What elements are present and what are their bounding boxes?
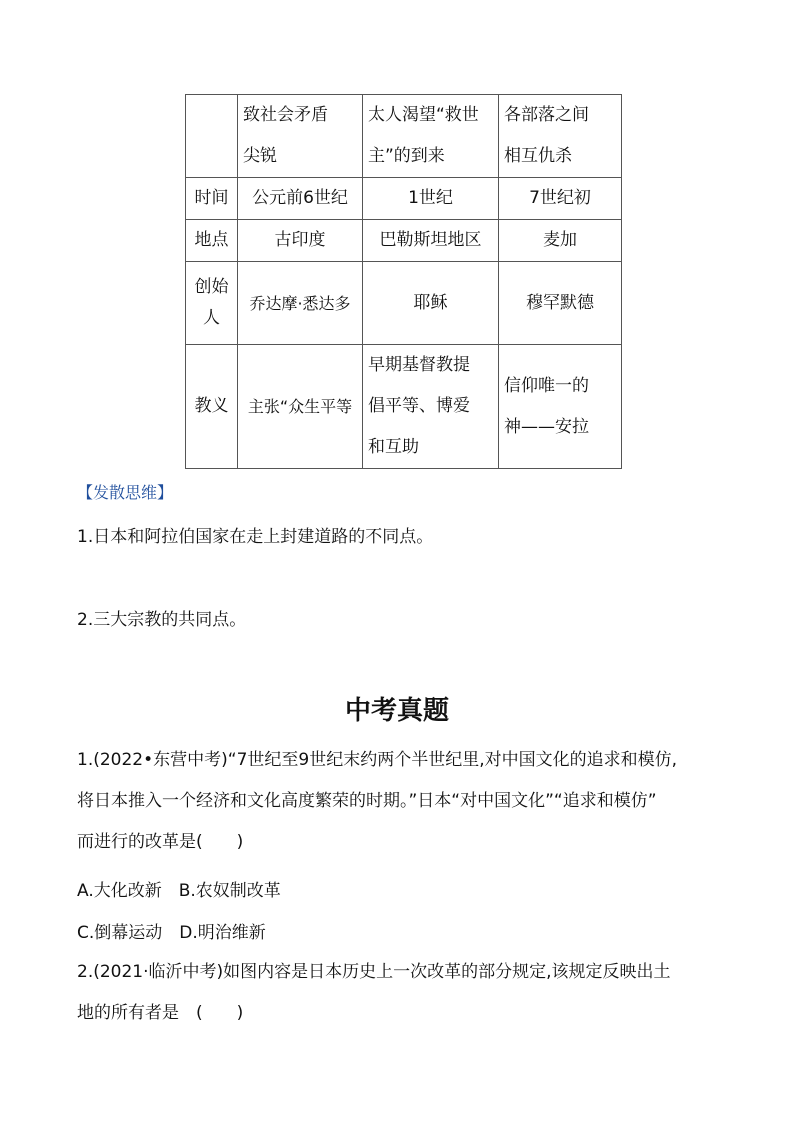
table-cell: 乔达摩·悉达多 bbox=[238, 262, 363, 345]
table-cell: 致社会矛盾 尖锐 bbox=[238, 95, 363, 178]
divergent-question-1: 1.日本和阿拉伯国家在走上封建道路的不同点。 bbox=[77, 527, 434, 547]
religion-comparison-table bbox=[185, 94, 622, 469]
table-cell: 主张“众生平等 bbox=[238, 345, 363, 469]
table-cell: 各部落之间 相互仇杀 bbox=[499, 95, 622, 178]
table-row bbox=[186, 345, 622, 469]
table-cell: 太人渴望“救世 主”的到来 bbox=[363, 95, 499, 178]
table-cell: 7世纪初 bbox=[499, 178, 622, 220]
table-cell bbox=[186, 95, 238, 178]
table-cell: 穆罕默德 bbox=[499, 262, 622, 345]
table-row bbox=[186, 95, 622, 178]
section-title: 中考真题 bbox=[344, 696, 449, 726]
divergent-thinking-heading: 【发散思维】 bbox=[77, 483, 174, 502]
row-label-time: 时间 bbox=[186, 178, 238, 220]
exam-question-2: 2.(2021·临沂中考)如图内容是日本历史上一次改革的部分规定,该规定反映出土 地的所有者是 ( ) bbox=[77, 962, 671, 1023]
table-cell: 古印度 bbox=[238, 220, 363, 262]
exam-question-1-options-ab: A.大化改新 B.农奴制改革 bbox=[77, 881, 281, 901]
table-cell: 早期基督教提 倡平等、博爱 和互助 bbox=[363, 345, 499, 469]
table-row bbox=[186, 220, 622, 262]
row-label-place: 地点 bbox=[186, 220, 238, 262]
exam-question-1: 1.(2022•东营中考)“7世纪至9世纪末约两个半世纪里,对中国文化的追求和模仿, 将日本推入一个经济和文化高度繁荣的时期。”日本“对中国文化”“追求和模仿” 而进行的改革是( ) bbox=[77, 750, 678, 852]
row-label-doctrine: 教义 bbox=[186, 345, 238, 469]
exam-question-1-options-cd: C.倒幕运动 D.明治维新 bbox=[77, 923, 266, 943]
table-row bbox=[186, 262, 622, 345]
divergent-question-2: 2.三大宗教的共同点。 bbox=[77, 610, 247, 630]
table-cell: 耶稣 bbox=[363, 262, 499, 345]
table-cell: 1世纪 bbox=[363, 178, 499, 220]
table-cell: 公元前6世纪 bbox=[238, 178, 363, 220]
table-cell: 麦加 bbox=[499, 220, 622, 262]
table-row bbox=[186, 178, 622, 220]
table-cell: 信仰唯一的 神——安拉 bbox=[499, 345, 622, 469]
table-cell: 巴勒斯坦地区 bbox=[363, 220, 499, 262]
row-label-founder: 创始 人 bbox=[186, 262, 238, 345]
